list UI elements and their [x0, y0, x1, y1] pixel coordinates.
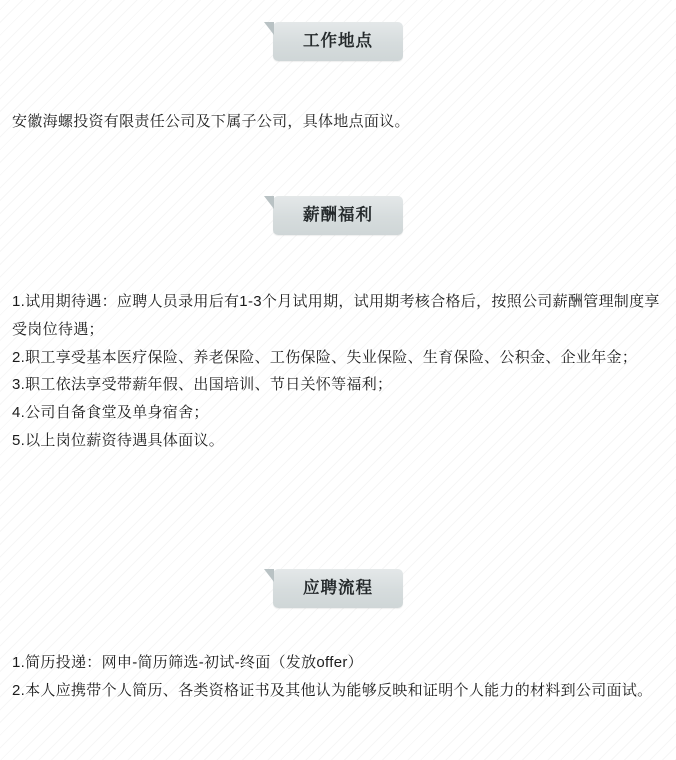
paragraph: 5.以上岗位薪资待遇具体面议。: [12, 431, 225, 449]
section-heading-label: 薪酬福利: [273, 196, 403, 235]
paragraph: 2.职工享受基本医疗保险、养老保险、工伤保险、失业保险、生育保险、公积金、企业年金；: [12, 348, 638, 366]
paragraph: 2.本人应携带个人简历、各类资格证书及其他认为能够反映和证明个人能力的材料到公司面试。: [12, 681, 653, 699]
section-heading-compensation: [0, 196, 676, 235]
section-heading-label: 应聘流程: [273, 569, 403, 608]
paragraph: 1.试用期待遇：应聘人员录用后有1-3个月试用期，试用期考核合格后，按照公司薪酬管理制度享受岗位待遇；: [12, 293, 660, 338]
section-heading-application-process: [0, 569, 676, 608]
section-body-compensation: [0, 288, 676, 455]
paragraph: 4.公司自备食堂及单身宿舍；: [12, 404, 209, 421]
section-body-work-location: [0, 108, 676, 136]
paragraph: 安徽海螺投资有限责任公司及下属子公司，具体地点面议。: [12, 113, 410, 130]
section-heading-work-location: [0, 22, 676, 61]
paragraph: 3.职工依法享受带薪年假、出国培训、节日关怀等福利；: [12, 376, 393, 394]
paragraph: 1.简历投递：网申-简历筛选-初试-终面（发放offer）: [12, 654, 363, 671]
section-body-application-process: [0, 649, 676, 705]
section-heading-label: 工作地点: [273, 22, 403, 61]
